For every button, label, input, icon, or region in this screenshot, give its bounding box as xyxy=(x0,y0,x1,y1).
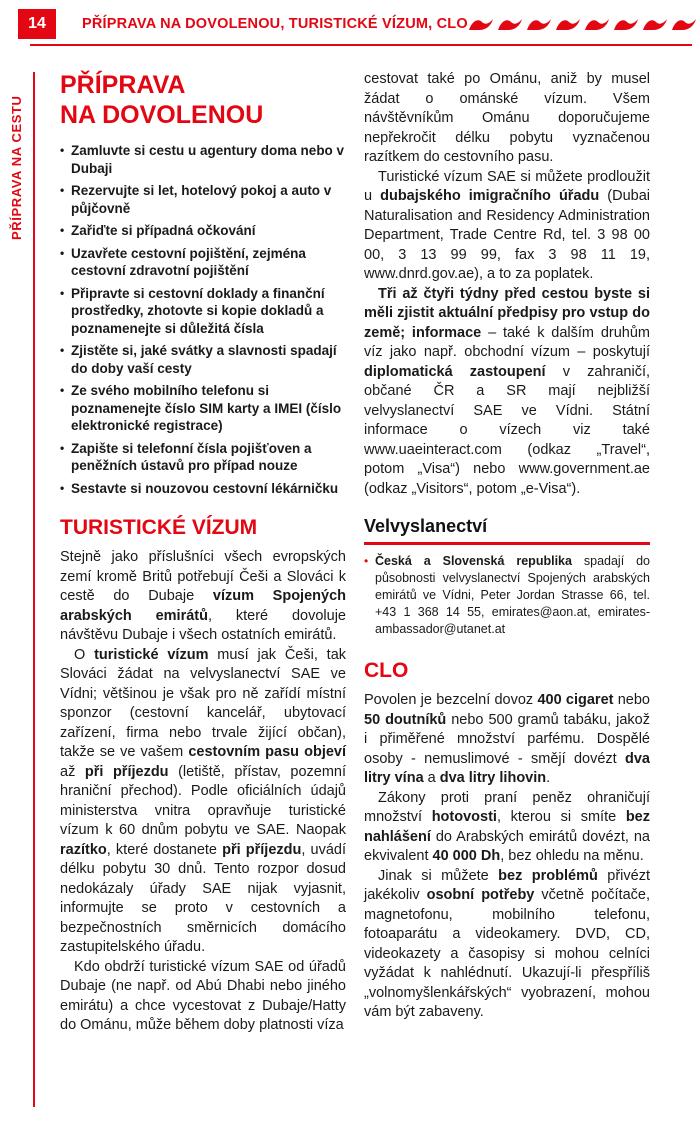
header-title: PŘÍPRAVA NA DOVOLENOU, TURISTICKÉ VÍZUM, CLO xyxy=(82,16,468,32)
checklist-item: • Zamluvte si cestu u agentury doma nebo v Dubaji xyxy=(60,142,346,177)
checklist-item: • Sestavte si nouzovou cestovní lékárničku xyxy=(60,480,346,498)
paragraph: Povolen je bezcelní dovoz 400 cigaret nebo 50 doutníků nebo 500 gramů tabáku, jakož i přiměřené množství parfému. Dospělé osoby - nemuslimové - smějí dovézt dva litry vína a dva litry lihovin. xyxy=(364,692,650,786)
header-rule xyxy=(30,44,692,46)
paragraph: Tři až čtyři týdny před cestou byste si měli zjistit aktuální předpisy pro vstup do země; informace – také k dalším druhům víz jako např. obchodní vízum – poskytují diplomatická zastoupení v zahraničí, občané ČR a SR mají nejbližší velvyslanectví SAE ve Vídni. Státní informace o vízech viz také www.uaeinteract.com (odkaz „Travel“, potom „Visa“) nebo www.government.ae (odkaz „Visitors“, potom „e-Visa“). xyxy=(364,285,650,497)
left-column xyxy=(60,70,346,1036)
heading-line: NA DOVOLENOU xyxy=(60,101,264,129)
checklist-item: • Rezervujte si let, hotelový pokoj a auto v půjčovně xyxy=(60,182,346,217)
heading-line: PŘÍPRAVA xyxy=(60,71,186,99)
paragraph: Stejně jako příslušníci všech evropských zemí kromě Britů potřebují Češi a Slováci k cestě do Dubaje vízum Spojených arabských emirátů, které dovoluje návštěvu Dubaje i všech ostatních emirátů. xyxy=(60,549,346,643)
embassy-entry-text: Česká a Slovenská republika spadají do působnosti velvyslanectví Spojených arabských emirátů ve Vídni, Peter Jordan Strasse 66, tel. +43 1 368 14 55, emirates@aon.at, emirates-ambassador@utanet.at xyxy=(375,554,650,636)
paragraph: Jinak si můžete bez problémů přivézt jakékoliv osobní potřeby včetně počítače, magnetofonu, mobilního telefonu, fotoaparátu a videokamery. DVD, CD, videokazety a časopisy si mohou celníci vyžádat k nahlédnutí. Ukazují-li přespříliš „volnomyšlenkářských“ vyobrazení, mohou vám být zabaveny. xyxy=(364,867,650,1020)
section-heading-clo: CLO xyxy=(364,659,409,682)
paragraph: O turistické vízum musí jak Češi, tak Slováci žádat na velvyslanectví SAE ve Vídni; většinou je však pro ně zařídí místní sponzor (cestovní kancelář, ubytovací zařízení, firma nebo trvale žijící občan), takže se ve vašem cestovním pasu objeví až při příjezdu (letiště, přístav, pozemní hraniční přechod). Podle oficiálních údajů ministerstva vnitra opravňuje turistické vízum k 60 dnům pobytu ve SAE. Naopak razítko, které dostanete při příjezdu, uvádí délku pobytu 30 dnů. Tento rozpor dosud nedokázaly úřady SAE nijak vyjasnit, informujte se proto v cestovních a bezpečnostních směrnicích domácího zastupitelského úřadu. xyxy=(60,646,347,955)
checklist xyxy=(60,142,346,497)
wave-icon xyxy=(468,17,494,32)
checklist-item: • Ze svého mobilního telefonu si poznamenejte číslo SIM karty a IMEI (číslo elektronické registrace) xyxy=(60,382,346,435)
wave-icon xyxy=(526,17,552,32)
page-header xyxy=(0,0,700,40)
sidebar-rule xyxy=(33,72,35,1107)
embassy-heading: Velvyslanectví xyxy=(364,515,650,545)
wave-icon xyxy=(584,17,610,32)
checklist-item: • Připravte si cestovní doklady a finanční prostředky, zhotovte si kopie dokladů a poznamenejte si důležitá čísla xyxy=(60,285,346,338)
content xyxy=(60,70,650,1036)
wave-icon xyxy=(497,17,523,32)
checklist-item: • Zapište si telefonní čísla pojišťoven a peněžních ústavů pro případ nouze xyxy=(60,440,346,475)
wave-icon xyxy=(613,17,639,32)
embassy-entry xyxy=(364,553,650,638)
wave-decoration xyxy=(468,17,700,32)
checklist-item: • Zjistěte si, jaké svátky a slavnosti spadají do doby vaší cesty xyxy=(60,342,346,377)
paragraph: Kdo obdrží turistické vízum SAE od úřadů Dubaje (ne např. od Abú Dhabi nebo jiného emirátu) a chce vycestovat z Dubaje/Hatty do Ománu, může během doby platnosti víza xyxy=(60,958,346,1033)
paragraph: Turistické vízum SAE si můžete prodloužit u dubajského imigračního úřadu (Dubai Naturalisation and Residency Administration Department, Trade Centre Rd, tel. 3 98 00 00, 3 13 99 99, fax 3 98 11 19, www.dnrd.gov.ae), a to za poplatek. xyxy=(364,168,650,282)
paragraph: Zákony proti praní peněz ohraničují množství hotovosti, kterou si smíte bez nahlášení do Arabských emirátů dovézt, na ekvivalent 40 000 Dh, bez ohledu na měnu. xyxy=(364,789,650,864)
checklist-item: • Uzavřete cestovní pojištění, zejména cestovní zdravotní pojištění xyxy=(60,245,346,280)
checklist-item: • Zařiďte si případná očkování xyxy=(60,222,346,240)
paragraph: cestovat také po Ománu, aniž by musel žádat o ománské vízum. Všem návštěvníkům Ománu doporučujeme nepřekročit délku pobytu vyznačenou razítkem do cestovního pasu. xyxy=(364,71,650,165)
section-heading-priprava xyxy=(60,70,346,130)
wave-icon xyxy=(642,17,668,32)
wave-icon xyxy=(555,17,581,32)
section-heading-vizum: TURISTICKÉ VÍZUM xyxy=(60,516,258,539)
page-number: 14 xyxy=(18,9,56,39)
right-column xyxy=(364,70,650,1036)
sidebar-label: PŘÍPRAVA NA CESTU xyxy=(9,95,24,240)
wave-icon xyxy=(671,17,697,32)
